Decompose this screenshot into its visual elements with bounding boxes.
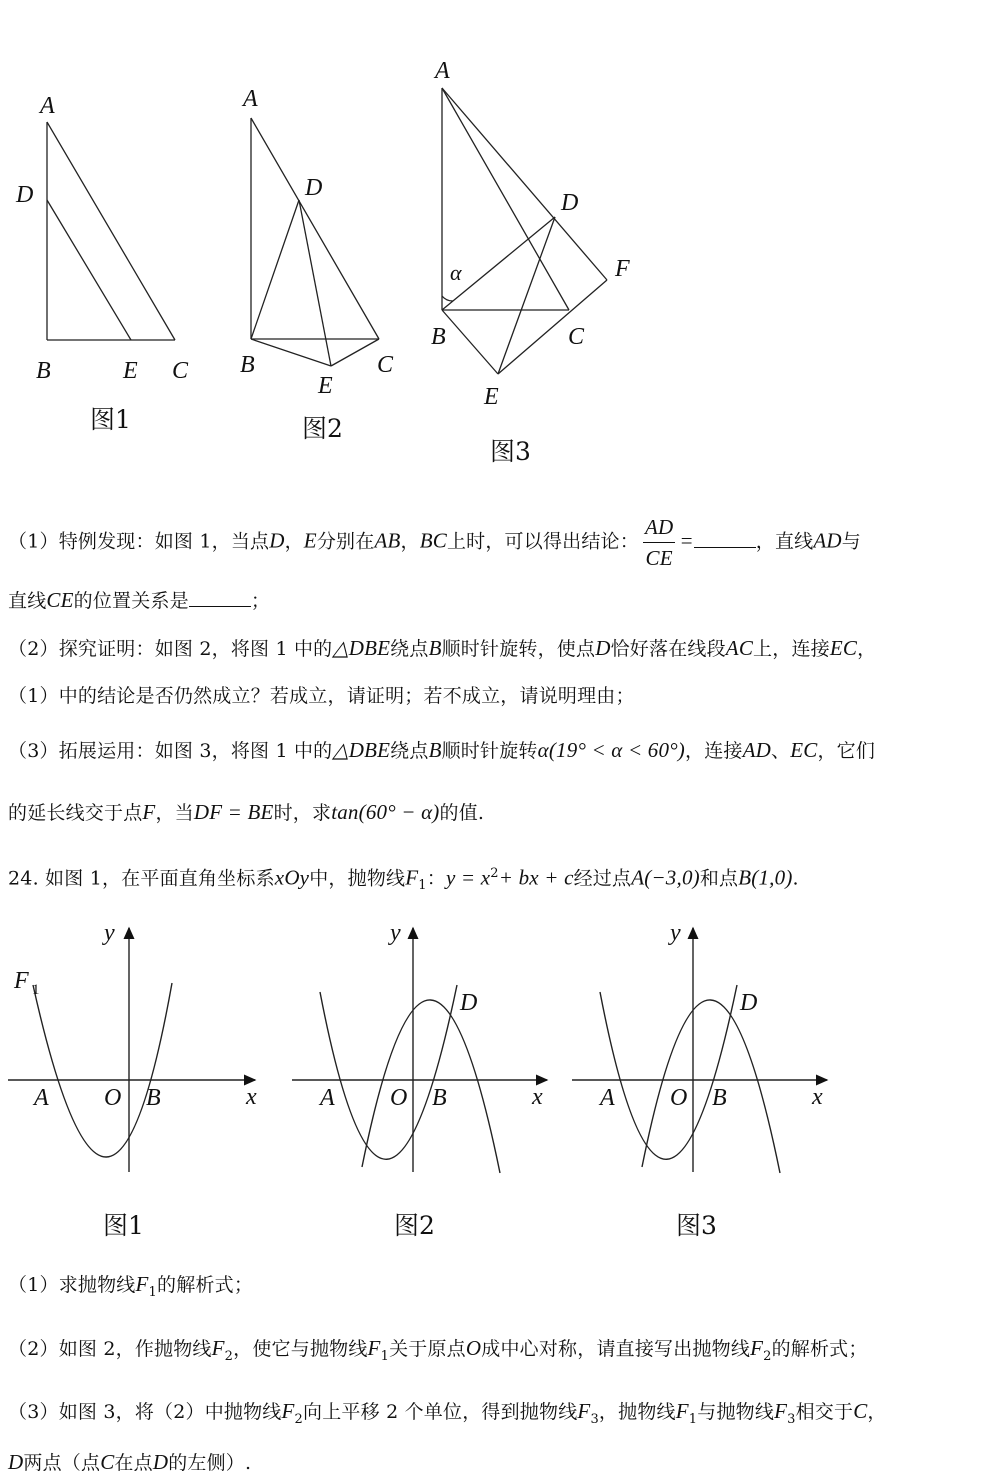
q24-s2d: F bbox=[367, 1336, 381, 1360]
graph1-label-a: A bbox=[34, 1085, 49, 1111]
fig1-label-b: B bbox=[36, 358, 51, 384]
fraction-numerator: AD bbox=[643, 512, 675, 543]
fig3-caption: 图3 bbox=[490, 437, 531, 466]
q24-s2c: ，使它与抛物线 bbox=[233, 1338, 368, 1360]
q23-p3p: 时，求 bbox=[273, 802, 332, 824]
q23-p1p: 的位置关系是 bbox=[73, 590, 189, 612]
fig2-caption: 图2 bbox=[302, 414, 343, 443]
q23-p3e: 顺时针旋转 bbox=[441, 740, 538, 762]
q23-p1q: ； bbox=[250, 590, 271, 612]
fig2-label-b: B bbox=[240, 352, 255, 378]
q23-p1i: 上时，可以得出结论： bbox=[446, 530, 639, 553]
q23-part2-line2: （1）中的结论是否仍然成立？若成立，请证明；若不成立，请说明理由； bbox=[8, 685, 635, 707]
q24-s1b: F bbox=[135, 1272, 149, 1296]
q23-p3r: 的值. bbox=[439, 802, 485, 824]
q23-p1o: CE bbox=[46, 588, 74, 612]
q24-sub3-line1 bbox=[8, 1397, 887, 1434]
q24-intro-d: F bbox=[405, 865, 419, 890]
q24-intro-k: B(1,0) bbox=[738, 865, 793, 890]
graph3-label-b: B bbox=[712, 1085, 727, 1111]
q23-part3-line2 bbox=[8, 798, 484, 827]
q24-s3d: F bbox=[577, 1399, 591, 1423]
q23-p1h: BC bbox=[419, 528, 447, 553]
q24-s1b-sub: 1 bbox=[148, 1284, 158, 1300]
q23-p2e: 顺时针旋转，使点 bbox=[441, 638, 596, 660]
q23-p3c: 绕点 bbox=[390, 740, 429, 762]
q24-s3k: ， bbox=[867, 1401, 887, 1423]
fig3-label-f: F bbox=[615, 256, 630, 282]
q23-p3o: DF = BE bbox=[193, 800, 274, 824]
q24-sub2 bbox=[8, 1334, 868, 1371]
q24-intro-g: + bx + c bbox=[498, 865, 574, 890]
q24-s2h-sub: 2 bbox=[763, 1348, 772, 1364]
fig1-label-d: D bbox=[16, 182, 34, 208]
q23-p1b: D bbox=[269, 528, 285, 553]
q24-s3q: 的左侧）. bbox=[168, 1452, 252, 1474]
q24-s3b-sub: 2 bbox=[294, 1411, 304, 1427]
q24-s3d-sub: 3 bbox=[590, 1411, 599, 1427]
q23-p1m: 与 bbox=[841, 530, 861, 553]
parabola-figures bbox=[0, 910, 986, 1250]
geometry-figures bbox=[0, 0, 986, 480]
q23-p3b: △DBE bbox=[332, 738, 391, 762]
q23-p3j: EC bbox=[790, 738, 818, 762]
q23-part2-line1 bbox=[8, 634, 876, 663]
fig2-label-e: E bbox=[318, 373, 333, 399]
graph3-label-a: A bbox=[600, 1085, 615, 1111]
q24-s3o: 在点 bbox=[114, 1452, 153, 1474]
q23-p1g: ， bbox=[400, 530, 420, 553]
q23-part1-line1 bbox=[8, 512, 861, 573]
q23-p2k: ， bbox=[857, 638, 877, 660]
fig3-label-d: D bbox=[561, 190, 579, 216]
graph2-x-label: x bbox=[532, 1084, 543, 1110]
q23-p1d: E bbox=[303, 528, 317, 553]
q24-s3j: C bbox=[853, 1399, 868, 1423]
q23-p3g: ，连接 bbox=[685, 740, 743, 762]
graph1-x-label: x bbox=[246, 1084, 257, 1110]
q24-s2h: F bbox=[750, 1336, 764, 1360]
graph2-label-b: B bbox=[432, 1085, 447, 1111]
q23-p2i: 上，连接 bbox=[753, 638, 830, 660]
q24-intro-l: . bbox=[792, 867, 799, 890]
graph2-label-o: O bbox=[390, 1085, 408, 1111]
q24-s3g: 与抛物线 bbox=[697, 1401, 775, 1423]
q24-s1c: 的解析式； bbox=[157, 1274, 254, 1296]
fig2-label-c: C bbox=[377, 352, 394, 378]
q23-p2h: AC bbox=[725, 636, 754, 660]
graph2-y-label: y bbox=[390, 920, 401, 946]
q24-s2e: 关于原点 bbox=[389, 1338, 466, 1360]
q24-sub1 bbox=[8, 1270, 253, 1307]
fig3-label-e: E bbox=[484, 384, 499, 410]
q23-p3h: AD bbox=[742, 738, 772, 762]
q24-intro-j: 和点 bbox=[699, 867, 739, 890]
q23-p3d: B bbox=[428, 738, 442, 762]
q23-p2d: B bbox=[428, 636, 442, 660]
q23-p3q: tan(60° − α) bbox=[331, 800, 440, 824]
q23-p2c: 绕点 bbox=[390, 638, 429, 660]
q24-intro-h: 经过点 bbox=[573, 867, 632, 890]
q24-s3i: 相交于 bbox=[795, 1401, 854, 1423]
q23-p3m: F bbox=[142, 800, 156, 824]
graph2-caption: 图2 bbox=[394, 1211, 435, 1240]
q23-part3-line1 bbox=[8, 736, 875, 765]
q23-p3i: 、 bbox=[771, 740, 791, 762]
fig2-drawing bbox=[251, 118, 379, 366]
q24-s3f-sub: 1 bbox=[688, 1411, 698, 1427]
fig1-drawing bbox=[47, 122, 175, 340]
q23-p3a: （3）拓展运用：如图 3，将图 1 中的 bbox=[8, 740, 333, 762]
q24-s2f: O bbox=[465, 1336, 482, 1360]
q24-intro-e: ： bbox=[426, 867, 446, 890]
q23-p2g: 恰好落在线段 bbox=[610, 638, 726, 660]
graph3-y-label: y bbox=[670, 920, 681, 946]
graph1-y-label: y bbox=[104, 920, 115, 946]
q23-p1f: AB bbox=[374, 528, 401, 553]
q24-s3p: D bbox=[152, 1450, 169, 1474]
q24-intro-d-sub: 1 bbox=[418, 878, 427, 894]
fig3-label-a: A bbox=[435, 58, 450, 84]
q24-s3h: F bbox=[774, 1399, 788, 1423]
q23-p2b: △DBE bbox=[332, 636, 391, 660]
fraction-denominator: CE bbox=[645, 546, 673, 570]
fig3-label-alpha: α bbox=[450, 260, 462, 285]
q23-p1j: = bbox=[679, 528, 694, 553]
q23-p1k: ，直线 bbox=[755, 530, 814, 553]
q24-s3e: ，抛物线 bbox=[598, 1401, 676, 1423]
q24-s2i: 的解析式； bbox=[771, 1338, 868, 1360]
q24-s3l: D bbox=[8, 1450, 24, 1474]
graph3-label-d: D bbox=[740, 990, 758, 1016]
q24-s2g: 成中心对称，请直接写出抛物线 bbox=[481, 1338, 751, 1360]
q23-p2f: D bbox=[595, 636, 611, 660]
graph3-drawing bbox=[572, 928, 827, 1173]
graph2-label-a: A bbox=[320, 1085, 335, 1111]
fig1-label-e: E bbox=[123, 358, 138, 384]
q24-s2a: （2）如图 2，作抛物线 bbox=[8, 1338, 212, 1360]
q24-s3b: F bbox=[281, 1399, 295, 1423]
q24-s3f: F bbox=[675, 1399, 689, 1423]
graph3-x-label: x bbox=[812, 1084, 823, 1110]
q24-intro-f: y = x bbox=[445, 865, 491, 890]
q23-p1e: 分别在 bbox=[316, 530, 375, 553]
fig2-label-d: D bbox=[305, 175, 323, 201]
graph1-label-o: O bbox=[104, 1085, 122, 1111]
graph1-label-b: B bbox=[146, 1085, 161, 1111]
q24-intro-i: A(−3,0) bbox=[631, 865, 700, 890]
graph1-label-f: F bbox=[14, 968, 29, 994]
q24-intro-a: 24. 如图 1，在平面直角坐标系 bbox=[8, 867, 275, 890]
fig1-caption: 图1 bbox=[90, 405, 131, 434]
q24-s2d-sub: 1 bbox=[380, 1348, 390, 1364]
q23-p3f: α(19° < α < 60°) bbox=[537, 738, 685, 762]
q24-s2b-sub: 2 bbox=[224, 1348, 234, 1364]
q23-p3k: ，它们 bbox=[817, 740, 876, 762]
graph3-label-o: O bbox=[670, 1085, 688, 1111]
q23-p1c: ， bbox=[284, 530, 304, 553]
fig3-label-b: B bbox=[431, 324, 446, 350]
q23-part1-line2 bbox=[8, 586, 270, 615]
q23-p3n: ，当 bbox=[155, 802, 194, 824]
q24-intro-b: xOy bbox=[274, 865, 310, 890]
fig3-label-c: C bbox=[568, 324, 585, 350]
q24-s3n: C bbox=[100, 1450, 115, 1474]
answer-blank-position[interactable] bbox=[189, 588, 251, 607]
q24-s3h-sub: 3 bbox=[787, 1411, 796, 1427]
q24-s2b: F bbox=[211, 1336, 225, 1360]
q23-p3l: 的延长线交于点 bbox=[8, 802, 143, 824]
fig1-label-a: A bbox=[40, 93, 55, 119]
graph1-drawing bbox=[8, 928, 255, 1172]
q24-intro-c: 中，抛物线 bbox=[309, 867, 406, 890]
ratio-fraction bbox=[643, 512, 675, 573]
q24-intro-f-sup: 2 bbox=[490, 866, 499, 881]
q24-s3c: 向上平移 2 个单位，得到抛物线 bbox=[303, 1401, 578, 1423]
q24-s3a: （3）如图 3，将（2）中抛物线 bbox=[8, 1401, 282, 1423]
q24-s1a: （1）求抛物线 bbox=[8, 1274, 136, 1296]
graph2-label-d: D bbox=[460, 990, 478, 1016]
q23-p2a: （2）探究证明：如图 2，将图 1 中的 bbox=[8, 638, 333, 660]
q24-intro bbox=[8, 860, 799, 900]
fig1-label-c: C bbox=[172, 358, 189, 384]
q24-sub3-line2 bbox=[8, 1448, 251, 1477]
answer-blank-ratio[interactable] bbox=[694, 529, 756, 548]
graph1-label-f-sub: 1 bbox=[32, 982, 40, 998]
q23-p1l: AD bbox=[813, 528, 842, 553]
q23-p1n: 直线 bbox=[8, 590, 47, 612]
graph3-caption: 图3 bbox=[676, 1211, 717, 1240]
fig2-label-a: A bbox=[243, 86, 258, 112]
q23-p2j: EC bbox=[829, 636, 858, 660]
q24-s3m: 两点（点 bbox=[23, 1452, 101, 1474]
graph2-drawing bbox=[292, 928, 547, 1173]
q23-p1a: （1）特例发现：如图 1，当点 bbox=[8, 530, 270, 553]
graph1-caption: 图1 bbox=[103, 1211, 144, 1240]
